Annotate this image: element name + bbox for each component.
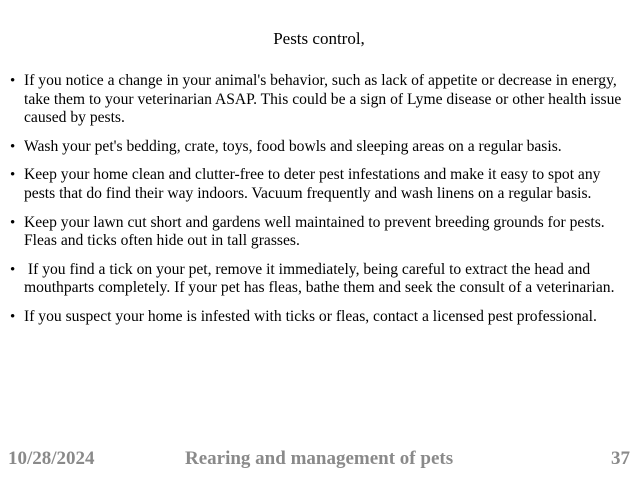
- bullet-list: [10, 72, 632, 337]
- footer-title: Rearing and management of pets: [185, 448, 454, 469]
- bullet-text: If you find a tick on your pet, remove it immediately, being careful to extract the head and mouthparts completely. If your pet has fleas, bathe them and seek the consult of a veterinarian.: [24, 260, 615, 297]
- bullet-item: [10, 261, 632, 298]
- footer-date: 10/28/2024: [8, 448, 95, 469]
- bullet-dot-icon: •: [10, 308, 16, 325]
- bullet-dot-icon: •: [10, 138, 16, 155]
- bullet-dot-icon: •: [10, 261, 16, 278]
- bullet-text: If you suspect your home is infested with ticks or fleas, contact a licensed pest professional.: [24, 307, 597, 325]
- footer-page-number: 37: [611, 448, 630, 469]
- bullet-item: [10, 166, 632, 203]
- bullet-dot-icon: •: [10, 214, 16, 231]
- bullet-item: [10, 72, 632, 128]
- bullet-dot-icon: •: [10, 167, 16, 184]
- bullet-text: Keep your lawn cut short and gardens well maintained to prevent breeding grounds for pests. Fleas and ticks often hide out in tall grasses.: [24, 213, 605, 250]
- bullet-item: [10, 308, 632, 327]
- slide-footer: [0, 445, 638, 473]
- bullet-text: If you notice a change in your animal's behavior, such as lack of appetite or decrease in energy, take them to your veterinarian ASAP. This could be a sign of Lyme disease or other health issue caused by pests.: [24, 72, 622, 127]
- bullet-text: Wash your pet's bedding, crate, toys, food bowls and sleeping areas on a regular basis.: [24, 137, 562, 155]
- slide-title: Pests control,: [273, 29, 365, 48]
- bullet-item: [10, 138, 632, 157]
- bullet-dot-icon: •: [10, 73, 16, 89]
- bullet-item: [10, 214, 632, 251]
- bullet-text: Keep your home clean and clutter-free to deter pest infestations and make it easy to spot any pests that do find their way indoors. Vacuum frequently and wash linens on a regular basis.: [24, 166, 601, 202]
